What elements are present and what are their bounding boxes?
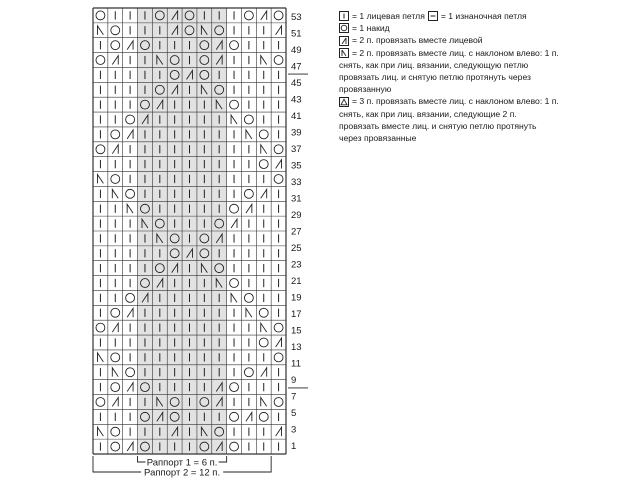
yarn-over (230, 442, 239, 451)
k2tog-stitch (246, 204, 252, 213)
yarn-over (96, 56, 105, 65)
row-label: 5 (291, 408, 297, 420)
row-label: 11 (291, 358, 301, 370)
yarn-over (111, 383, 120, 392)
ssk-stitch (97, 353, 103, 362)
row-label: 31 (291, 193, 302, 205)
row-label: 25 (291, 243, 302, 255)
legend-yo-text: = 1 накид (352, 23, 390, 34)
chart-legend (339, 10, 559, 144)
ssk-stitch (127, 204, 133, 213)
yarn-over (259, 338, 268, 347)
repeat1-bracket-left (138, 456, 146, 462)
row-label: 21 (291, 276, 302, 288)
yarn-over (96, 11, 105, 20)
k2tog-stitch (276, 338, 282, 347)
sk2p-icon (339, 97, 349, 107)
yarn-over (230, 100, 239, 109)
k2tog-stitch (127, 308, 133, 317)
ssk-stitch (261, 145, 267, 154)
row-label: 49 (291, 44, 302, 56)
k2tog-stitch (112, 145, 118, 154)
row-label: 15 (291, 325, 302, 337)
yarn-over (274, 11, 283, 20)
yarn-over (126, 189, 135, 198)
k2tog-icon (339, 36, 349, 46)
ssk-stitch (231, 293, 237, 302)
repeat2-bracket-left (93, 456, 141, 472)
repeat2-label: Раппорт 2 = 12 п. (144, 467, 221, 479)
legend-ssk-text: = 2 п. провязать вместе лиц. с наклоном влево: 1 п. снять, как при лиц. вязании, следующую петлю провязать лиц. и снятую петлю протянуть через провязанную (339, 47, 559, 95)
row-label: 37 (291, 143, 302, 155)
yarn-over (96, 398, 105, 407)
k2tog-stitch (112, 398, 118, 407)
yarn-over (274, 398, 283, 407)
row-label: 41 (291, 110, 302, 122)
row-label: 13 (291, 342, 302, 354)
yarn-over (244, 11, 253, 20)
row-label: 27 (291, 226, 302, 238)
k2tog-stitch (112, 323, 118, 332)
yarn-over (126, 368, 135, 377)
row-label: 53 (291, 11, 302, 23)
row-label: 29 (291, 209, 302, 221)
row-label: 9 (291, 375, 297, 387)
ssk-stitch (97, 26, 103, 35)
legend-ssk (339, 47, 559, 96)
yarn-over (259, 412, 268, 421)
yarn-over (274, 353, 283, 362)
row-label: 23 (291, 259, 302, 271)
yarn-over (111, 308, 120, 317)
repeat2-bracket-right (223, 456, 271, 472)
yarn-over (111, 41, 120, 50)
yarn-over-icon (339, 23, 349, 33)
ssk-stitch (246, 308, 252, 317)
yarn-over (230, 41, 239, 50)
k2tog-stitch (127, 383, 133, 392)
k2tog-stitch (276, 160, 282, 169)
k2tog-stitch (261, 189, 267, 198)
row-label: 7 (291, 391, 297, 403)
yarn-over (230, 279, 239, 288)
row-label: 19 (291, 292, 302, 304)
k2tog-stitch (112, 56, 118, 65)
k2tog-stitch (246, 412, 252, 421)
yarn-over (111, 175, 120, 184)
row-label: 3 (291, 424, 297, 436)
row-label: 51 (291, 28, 302, 40)
row-label: 47 (291, 61, 302, 73)
row-label: 33 (291, 176, 302, 188)
k2tog-stitch (127, 41, 133, 50)
ssk-stitch (261, 398, 267, 407)
legend-knit-purl (339, 10, 559, 22)
yarn-over (244, 368, 253, 377)
row-label: 43 (291, 94, 302, 106)
row-label: 45 (291, 77, 302, 89)
ssk-stitch (261, 323, 267, 332)
k2tog-stitch (261, 11, 267, 20)
yarn-over (111, 130, 120, 139)
legend-k2tog (339, 34, 559, 46)
ssk-icon (339, 48, 349, 58)
legend-yo (339, 22, 559, 34)
yarn-over (274, 175, 283, 184)
yarn-over (230, 412, 239, 421)
k2tog-stitch (276, 26, 282, 35)
yarn-over (111, 442, 120, 451)
ssk-stitch (231, 115, 237, 124)
ssk-stitch (246, 130, 252, 139)
repeat1-bracket-right (219, 456, 227, 462)
legend-sk2p (339, 95, 559, 144)
row-label: 1 (291, 441, 297, 453)
row-label: 35 (291, 160, 302, 172)
yarn-over (96, 323, 105, 332)
row-label: 17 (291, 309, 302, 321)
k2tog-stitch (261, 368, 267, 377)
yarn-over (96, 145, 105, 154)
yarn-over (111, 353, 120, 362)
yarn-over (274, 323, 283, 332)
yarn-over (230, 204, 239, 213)
knit-stitch-icon (339, 11, 349, 21)
legend-sk2p-text: = 3 п. провязать вместе лиц. с наклоном влево: 1 п. снять, как при лиц. вязании, следующие 2 п. провязать вместе лиц. и снятую петлю протянуть через провязанные (339, 96, 559, 144)
yarn-over (244, 189, 253, 198)
k2tog-stitch (127, 442, 133, 451)
yarn-over (259, 308, 268, 317)
k2tog-stitch (231, 219, 237, 228)
yarn-over (244, 115, 253, 124)
yarn-over (126, 115, 135, 124)
ssk-stitch (261, 56, 267, 65)
ssk-stitch (97, 427, 103, 436)
yarn-over (259, 160, 268, 169)
yarn-over (274, 145, 283, 154)
k2tog-stitch (127, 130, 133, 139)
yarn-over (244, 293, 253, 302)
k2tog-stitch (276, 427, 282, 436)
legend-knit-text: = 1 лицевая петля (352, 11, 425, 21)
ssk-stitch (97, 175, 103, 184)
yarn-over (274, 56, 283, 65)
yarn-over (230, 383, 239, 392)
row-label: 39 (291, 127, 302, 139)
ssk-stitch (112, 368, 118, 377)
ssk-stitch (112, 189, 118, 198)
yarn-over (259, 130, 268, 139)
repeat1-label: Раппорт 1 = 6 п. (146, 457, 218, 469)
legend-purl-text: = 1 изнаночная петля (440, 11, 527, 21)
yarn-over (111, 427, 120, 436)
yarn-over (111, 26, 120, 35)
legend-k2tog-text: = 2 п. провязать вместе лицевой (352, 35, 483, 46)
purl-stitch-icon (428, 11, 438, 21)
yarn-over (126, 293, 135, 302)
